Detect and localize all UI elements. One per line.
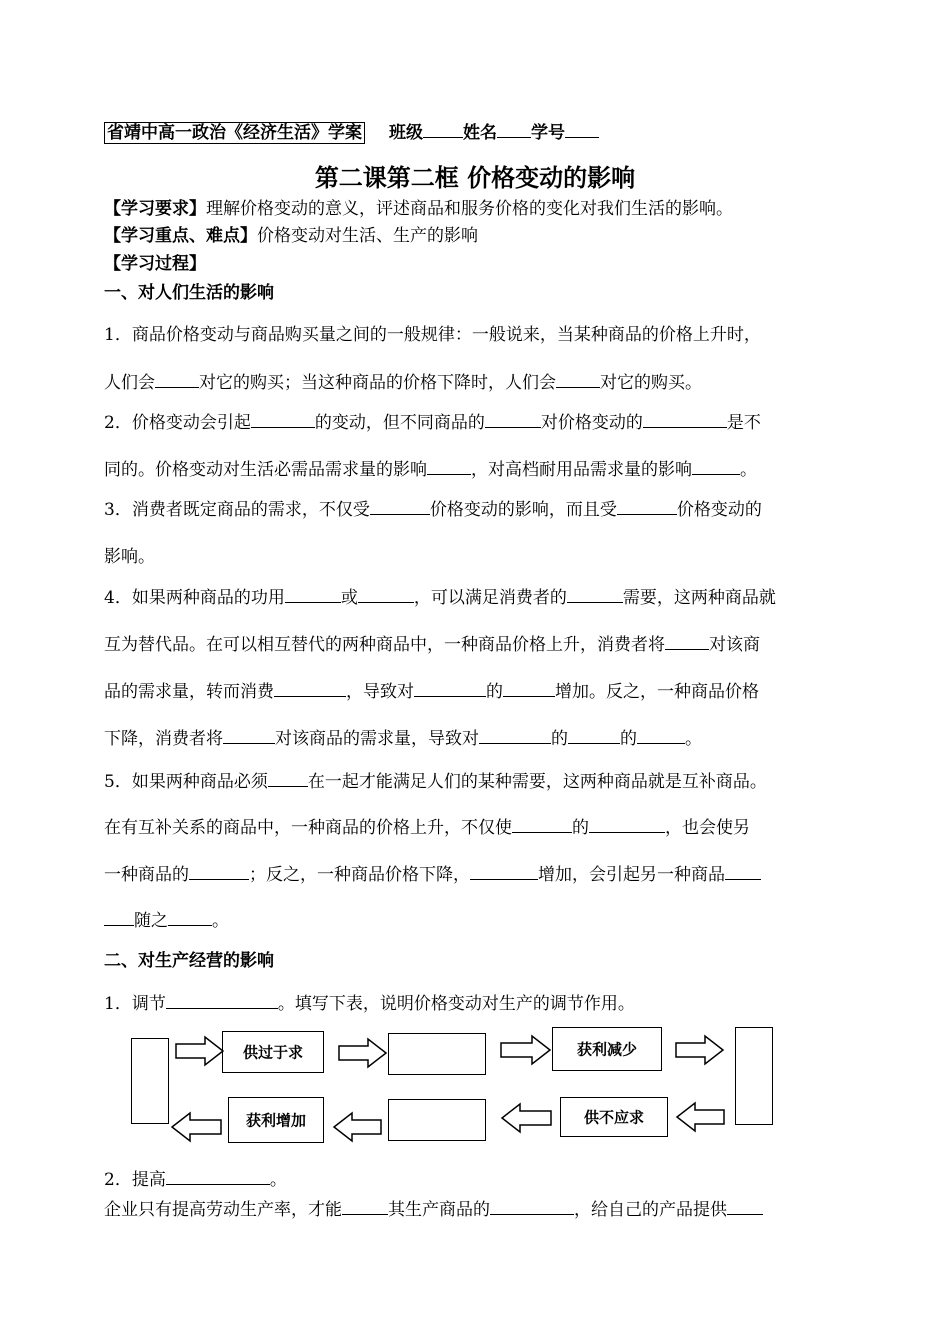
- arrow-right-icon: [338, 1038, 388, 1068]
- box-profit-decrease-label: 获利减少: [576, 1040, 637, 1059]
- arrow-right-icon: [500, 1035, 552, 1065]
- number-label: 学号: [531, 123, 565, 143]
- s1-p5-line3: 一种商品的 ；反之，一种商品价格下降， 增加，会引起另一种商品: [104, 860, 761, 885]
- s1-p4-line4: 下降，消费者将 对该商品的需求量，导致对 的 的 。: [104, 729, 702, 749]
- arrow-right-icon: [175, 1036, 225, 1066]
- key-points-label: 【学习重点、难点】: [104, 226, 257, 246]
- blank[interactable]: [727, 1200, 763, 1215]
- class-label: 班级: [389, 123, 423, 143]
- blank[interactable]: [358, 588, 414, 603]
- s1-p4-line3: 品的需求量，转而消费 ，导致对 的 增加。反之，一种商品价格: [104, 682, 759, 702]
- s1-p5-line2: 在有互补关系的商品中，一种商品的价格上升，不仅使 的 ，也会使另: [104, 818, 750, 838]
- blank[interactable]: [342, 1200, 388, 1215]
- s2-p1-line: 1．调节 。填写下表，说明价格变动对生产的调节作用。: [104, 994, 635, 1014]
- s1-p2-line1: 2．价格变动会引起 的变动，但不同商品的 对价格变动的 是不: [104, 413, 761, 433]
- s1-p3-line1: 3．消费者既定商品的需求，不仅受 价格变动的影响，而且受 价格变动的: [104, 500, 762, 520]
- blank[interactable]: [485, 413, 541, 428]
- blank[interactable]: [589, 818, 665, 833]
- s2-p3-line: 企业只有提高劳动生产率，才能 其生产商品的 ，给自己的产品提供: [104, 1195, 763, 1220]
- s1-p3-line2: 影响。: [104, 547, 155, 567]
- blank[interactable]: [617, 500, 677, 515]
- s1-p5-line1: 5．如果两种商品必须 在一起才能满足人们的某种需要，这两种商品就是互补商品。: [104, 772, 767, 792]
- blank[interactable]: [155, 373, 199, 388]
- blank[interactable]: [189, 865, 249, 880]
- section1-heading: 一、对人们生活的影响: [104, 283, 274, 303]
- box-supply-short: [560, 1097, 668, 1137]
- box-supply-short-label: 供不应求: [583, 1108, 644, 1127]
- blank[interactable]: [637, 729, 685, 744]
- s1-p1-line2: 人们会 对它的购买；当这种商品的价格下降时，人们会 对它的购买。: [104, 373, 702, 393]
- worksheet-header: [104, 118, 599, 143]
- blank[interactable]: [268, 772, 308, 787]
- blank[interactable]: [104, 911, 134, 926]
- process-label: 【学习过程】: [104, 254, 206, 274]
- blank[interactable]: [512, 818, 572, 833]
- blank[interactable]: [251, 413, 315, 428]
- requirements-label: 【学习要求】: [104, 199, 206, 219]
- arrow-left-icon: [675, 1102, 725, 1132]
- blank[interactable]: [285, 588, 341, 603]
- name-blank[interactable]: [497, 123, 531, 138]
- s1-p4-line1: 4．如果两种商品的功用 或 ，可以满足消费者的 需要，这两种商品就: [104, 588, 776, 608]
- page-title: 第二课第二框 价格变动的影响: [314, 164, 636, 192]
- blank[interactable]: [567, 588, 623, 603]
- blank[interactable]: [643, 413, 727, 428]
- box-profit-decrease: [552, 1027, 662, 1071]
- number-blank[interactable]: [565, 123, 599, 138]
- s1-p5-line4: 随之 。: [104, 906, 229, 931]
- s1-p4-line2: 互为替代品。在可以相互替代的两种商品中，一种商品价格上升，消费者将 对该商: [104, 635, 760, 655]
- requirements-text: 理解价格变动的意义，评述商品和服务价格的变化对我们生活的影响。: [206, 199, 733, 219]
- name-label: 姓名: [463, 123, 497, 143]
- requirements-line: [104, 194, 733, 219]
- key-points-text: 价格变动对生活、生产的影响: [257, 226, 478, 246]
- blank[interactable]: [166, 994, 278, 1009]
- s1-p2-line2: 同的。价格变动对生活必需品需求量的影响 ，对高档耐用品需求量的影响 。: [104, 460, 757, 480]
- arrow-right-icon: [675, 1035, 725, 1065]
- blank[interactable]: [274, 682, 346, 697]
- empty-box-right[interactable]: [735, 1027, 773, 1125]
- empty-box-bottom-middle[interactable]: [388, 1099, 486, 1141]
- blank[interactable]: [168, 911, 212, 926]
- blank[interactable]: [370, 500, 430, 515]
- blank[interactable]: [503, 682, 555, 697]
- key-points-line: [104, 221, 478, 246]
- class-blank[interactable]: [423, 123, 463, 138]
- blank[interactable]: [568, 729, 620, 744]
- blank[interactable]: [470, 865, 538, 880]
- blank[interactable]: [223, 729, 275, 744]
- box-profit-increase-label: 获利增加: [245, 1111, 306, 1130]
- blank[interactable]: [665, 635, 709, 650]
- blank[interactable]: [479, 729, 551, 744]
- blank[interactable]: [490, 1200, 574, 1215]
- blank[interactable]: [556, 373, 600, 388]
- box-supply-exceeds-label: 供过于求: [242, 1043, 303, 1062]
- box-supply-exceeds: [222, 1031, 324, 1073]
- box-profit-increase: [228, 1097, 324, 1143]
- s2-p2-line: 2．提高 。: [104, 1170, 287, 1190]
- empty-box-left[interactable]: [131, 1038, 169, 1124]
- blank[interactable]: [414, 682, 486, 697]
- arrow-left-icon: [500, 1103, 552, 1133]
- blank[interactable]: [692, 460, 740, 475]
- blank[interactable]: [166, 1170, 270, 1185]
- arrow-left-icon: [332, 1112, 382, 1142]
- section2-heading: 二、对生产经营的影响: [104, 951, 274, 971]
- school-title: 省靖中高一政治《经济生活》学案: [104, 122, 365, 144]
- blank[interactable]: [725, 865, 761, 880]
- empty-box-top-middle[interactable]: [388, 1033, 486, 1075]
- s1-p1-line1: 1．商品价格变动与商品购买量之间的一般规律：一般说来，当某种商品的价格上升时，: [104, 325, 761, 345]
- arrow-left-icon: [170, 1112, 222, 1142]
- blank[interactable]: [427, 460, 471, 475]
